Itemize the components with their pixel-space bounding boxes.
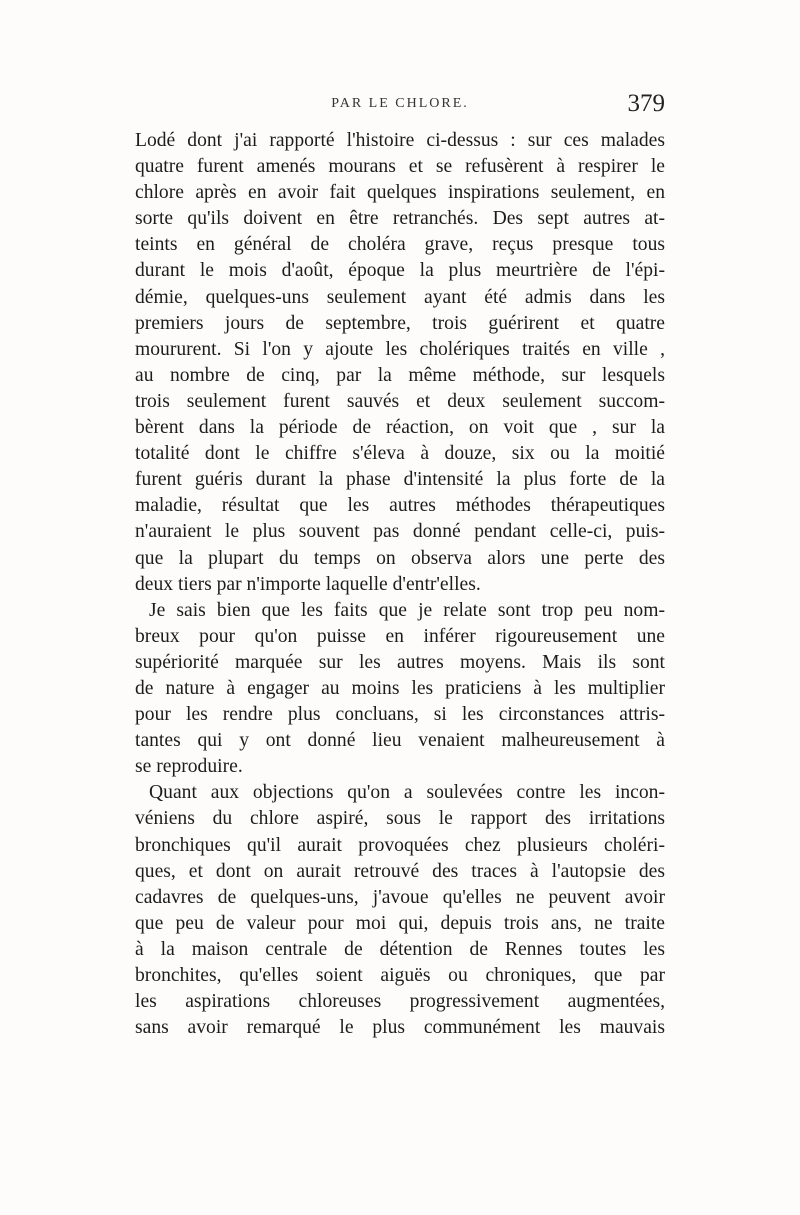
text-line: Lodé dont j'ai rapporté l'histoire ci-dessus : sur ces malades: [135, 130, 665, 151]
text-line: cadavres de quelques-uns, j'avoue qu'elles ne peuvent avoir: [135, 886, 665, 908]
text-line: bronchiques qu'il aurait provoquées chez plusieurs choléri-: [135, 834, 665, 856]
text-line: supériorité marquée sur les autres moyens. Mais ils sont: [135, 651, 665, 673]
text-line: les aspirations chloreuses progressivement augmentées,: [135, 991, 665, 1013]
text-line: véniens du chlore aspiré, sous le rapport des irritations: [135, 808, 665, 830]
text-line: furent guéris durant la phase d'intensité la plus forte de la: [135, 469, 665, 491]
text-line: à la maison centrale de détention de Rennes toutes les: [135, 938, 665, 960]
running-title: PAR LE CHLORE.: [331, 96, 469, 111]
text-line: au nombre de cinq, par la même méthode, sur lesquels: [135, 364, 665, 386]
body-text: [135, 128, 665, 1041]
text-line: démie, quelques-uns seulement ayant été admis dans les: [135, 286, 665, 308]
text-line: totalité dont le chiffre s'éleva à douze, six ou la moitié: [135, 443, 665, 465]
text-line: n'auraient le plus souvent pas donné pendant celle-ci, puis-: [135, 521, 665, 543]
text-line: pour les rendre plus concluans, si les circonstances attris-: [135, 704, 665, 726]
text-line: sans avoir remarqué le plus communément les mauvais: [135, 1017, 665, 1039]
text-line: deux tiers par n'importe laquelle d'entr'elles.: [135, 573, 481, 595]
text-line: moururent. Si l'on y ajoute les cholériques traités en ville ,: [135, 338, 665, 360]
text-line: bèrent dans la période de réaction, on voit que , sur la: [135, 417, 665, 439]
paragraph-first-line: Quant aux objections qu'on a soulevées contre les incon-: [149, 782, 665, 804]
text-line: tantes qui y ont donné lieu venaient malheureusement à: [135, 730, 665, 752]
text-line: trois seulement furent sauvés et deux seulement succom-: [135, 390, 665, 412]
text-line: teints en général de choléra grave, reçus presque tous: [135, 234, 665, 256]
paragraph-first-line: Je sais bien que les faits que je relate sont trop peu nom-: [149, 599, 665, 621]
text-line: maladie, résultat que les autres méthodes thérapeutiques: [135, 495, 665, 517]
text-line: premiers jours de septembre, trois guérirent et quatre: [135, 312, 665, 334]
running-head: [135, 92, 665, 122]
text-line: que peu de valeur pour moi qui, depuis trois ans, ne traite: [135, 912, 665, 934]
text-line: breux pour qu'on puisse en inférer rigoureusement une: [135, 625, 665, 647]
text-line: ques, et dont on aurait retrouvé des traces à l'autopsie des: [135, 860, 665, 882]
text-line: durant le mois d'août, époque la plus meurtrière de l'épi-: [135, 260, 665, 282]
text-line: quatre furent amenés mourans et se refusèrent à respirer le: [135, 156, 665, 178]
text-line: chlore après en avoir fait quelques inspirations seulement, en: [135, 182, 665, 204]
text-line: sorte qu'ils doivent en être retranchés. Des sept autres at-: [135, 208, 665, 230]
text-line: se reproduire.: [135, 756, 243, 778]
text-line: que la plupart du temps on observa alors une perte des: [135, 547, 665, 569]
text-line: bronchites, qu'elles soient aiguës ou chroniques, que par: [135, 965, 665, 986]
text-line: de nature à engager au moins les praticiens à les multiplier: [135, 677, 665, 699]
page-number: 379: [627, 90, 665, 117]
